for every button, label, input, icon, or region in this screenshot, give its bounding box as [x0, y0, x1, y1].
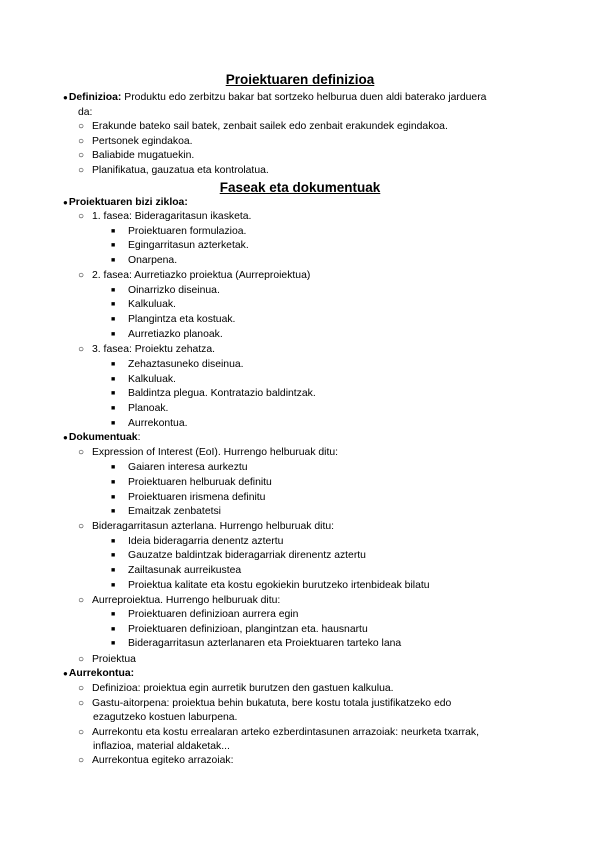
square-bullet-icon: ■ [111, 420, 116, 427]
list-item-continuation: inflazioa, material aldaketak... [93, 741, 230, 752]
square-bullet-icon: ■ [111, 228, 116, 235]
list-item: ■ Proiektuaren definizioan aurrera egin [111, 608, 298, 624]
list-item: ■ Planoak. [111, 402, 168, 418]
square-bullet-icon: ■ [111, 257, 116, 264]
bizi-zikloa-bullet [63, 196, 188, 211]
section-title-faseak-eta-dokumentuak: Faseak eta dokumentuak [219, 180, 381, 195]
dokumentuak-bullet: ●Dokumentuak: [63, 432, 141, 443]
circle-bullet-icon: ○ [78, 136, 85, 147]
bullet-icon: ● [63, 198, 68, 207]
list-item: ○ Aurrekontua egiteko arrazoiak: [78, 754, 234, 769]
phase-item: ○ 1. fasea: Bideragaritasun ikasketa. [78, 210, 251, 225]
square-bullet-icon: ■ [111, 552, 116, 559]
section-title-proiektuaren-definizioa: Proiektuaren definizioa [225, 72, 375, 87]
list-item: ■ Proiektuaren definizioan, plangintzan eta. hausnartu [111, 623, 368, 639]
list-item: ■ Onarpena. [111, 254, 177, 270]
list-item-continuation: ezagutzeko kostuen laburpena. [93, 712, 238, 723]
list-item: ■ Baldintza plegua. Kontratazio baldintzak. [111, 387, 316, 403]
list-item: ■ Kalkuluak. [111, 298, 176, 314]
square-bullet-icon: ■ [111, 538, 116, 545]
circle-bullet-icon: ○ [78, 211, 85, 222]
square-bullet-icon: ■ [111, 242, 116, 249]
list-item: ■ Proiektua kalitate eta kostu egokiekin burutzeko irtenbideak bilatu [111, 579, 430, 595]
square-bullet-icon: ■ [111, 464, 116, 471]
circle-bullet-icon: ○ [78, 447, 85, 458]
list-item: ■ Aurretiazko planoak. [111, 328, 223, 344]
doc-item: ○ Aurreproiektua. Hurrengo helburuak ditu: [78, 594, 280, 609]
doc-item: ○ Proiektua [78, 653, 136, 668]
list-item: ■ Gaiaren interesa aurkeztu [111, 461, 248, 477]
list-item: ■ Ideia bideragarria denentz aztertu [111, 535, 283, 551]
circle-bullet-icon: ○ [78, 595, 85, 606]
bullet-icon: ● [63, 669, 68, 678]
square-bullet-icon: ■ [111, 331, 116, 338]
doc-item: ○ Expression of Interest (EoI). Hurrengo helburuak ditu: [78, 446, 338, 461]
list-item: ■ Proiektuaren formulazioa. [111, 225, 246, 241]
square-bullet-icon: ■ [111, 582, 116, 589]
definizioa-bullet [63, 91, 486, 106]
list-item: ■ Aurrekontua. [111, 417, 188, 433]
circle-bullet-icon: ○ [78, 727, 85, 738]
list-item: ■ Kalkuluak. [111, 373, 176, 389]
list-item: ○ Baliabide mugatuekin. [78, 149, 194, 164]
definizioa-text: Produktu edo zerbitzu bakar bat sortzeko helburua duen aldi baterako jarduera [121, 92, 487, 103]
list-item: ■ Proiektuaren irismena definitu [111, 491, 265, 507]
list-item: ■ Zailtasunak aurreikustea [111, 564, 241, 580]
square-bullet-icon: ■ [111, 508, 116, 515]
list-item: ■ Proiektuaren helburuak definitu [111, 476, 272, 492]
phase-item: ○ 2. fasea: Aurretiazko proiektua (Aurreproiektua) [78, 269, 310, 284]
circle-bullet-icon: ○ [78, 654, 85, 665]
square-bullet-icon: ■ [111, 626, 116, 633]
circle-bullet-icon: ○ [78, 150, 85, 161]
square-bullet-icon: ■ [111, 390, 116, 397]
doc-item: ○ Bideragarritasun azterlana. Hurrengo helburuak ditu: [78, 520, 334, 535]
bizi-zikloa-label: Proiektuaren bizi zikloa: [68, 197, 188, 208]
list-item: ■ Egingarritasun azterketak. [111, 239, 249, 255]
list-item: ○ Gastu-aitorpena: proiektua behin bukatuta, bere kostu totala justifikatzeko edo [78, 697, 451, 712]
square-bullet-icon: ■ [111, 361, 116, 368]
list-item: ○ Erakunde bateko sail batek, zenbait sailek edo zenbait erakundek egindakoa. [78, 120, 448, 135]
list-item: ○ Pertsonek egindakoa. [78, 135, 193, 150]
list-item: ○ Aurrekontu eta kostu errealaran arteko ezberdintasunen arrazoiak: neurketa txarrak, [78, 726, 479, 741]
list-item: ■ Oinarrizko diseinua. [111, 284, 220, 300]
list-item: ■ Zehaztasuneko diseinua. [111, 358, 244, 374]
circle-bullet-icon: ○ [78, 344, 85, 355]
bullet-icon: ● [63, 433, 68, 442]
square-bullet-icon: ■ [111, 316, 116, 323]
square-bullet-icon: ■ [111, 376, 116, 383]
square-bullet-icon: ■ [111, 611, 116, 618]
square-bullet-icon: ■ [111, 494, 116, 501]
dokumentuak-label: Dokumentuak [68, 432, 138, 443]
list-item: ■ Gauzatze baldintzak bideragarriak direnentz aztertu [111, 549, 366, 565]
circle-bullet-icon: ○ [78, 755, 85, 766]
square-bullet-icon: ■ [111, 567, 116, 574]
phase-item: ○ 3. fasea: Proiektu zehatza. [78, 343, 215, 358]
circle-bullet-icon: ○ [78, 521, 85, 532]
definizioa-text-continuation: da: [78, 107, 93, 118]
square-bullet-icon: ■ [111, 405, 116, 412]
circle-bullet-icon: ○ [78, 165, 85, 176]
bullet-icon: ● [63, 93, 68, 102]
aurrekontua-bullet [63, 667, 134, 682]
list-item: ■ Emaitzak zenbatetsi [111, 505, 221, 521]
square-bullet-icon: ■ [111, 479, 116, 486]
square-bullet-icon: ■ [111, 301, 116, 308]
square-bullet-icon: ■ [111, 640, 116, 647]
square-bullet-icon: ■ [111, 287, 116, 294]
aurrekontua-label: Aurrekontua: [68, 668, 135, 679]
circle-bullet-icon: ○ [78, 270, 85, 281]
circle-bullet-icon: ○ [78, 698, 85, 709]
list-item: ○ Definizioa: proiektua egin aurretik burutzen den gastuen kalkulua. [78, 682, 394, 697]
circle-bullet-icon: ○ [78, 683, 85, 694]
circle-bullet-icon: ○ [78, 121, 85, 132]
definizioa-label: Definizioa: [68, 92, 122, 103]
list-item: ■ Plangintza eta kostuak. [111, 313, 235, 329]
list-item: ○ Planifikatua, gauzatua eta kontrolatua. [78, 164, 269, 179]
list-item: ■ Bideragarritasun azterlanaren eta Proiektuaren tarteko lana [111, 637, 401, 653]
